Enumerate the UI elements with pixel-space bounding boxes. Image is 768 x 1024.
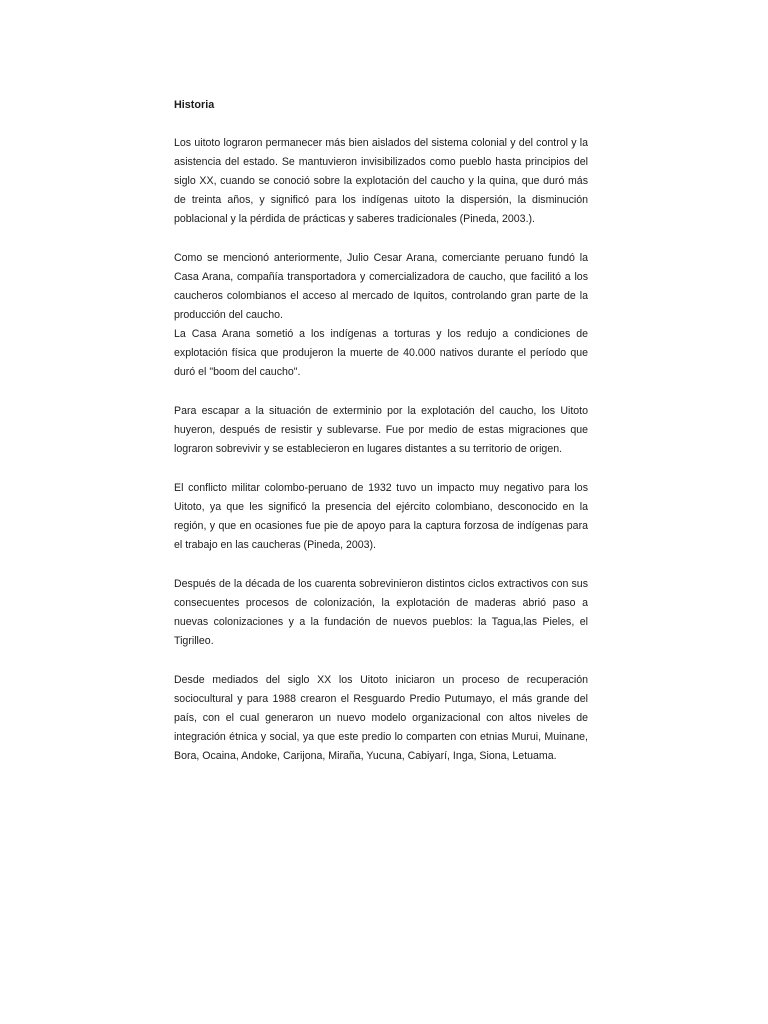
document-body <box>174 96 588 786</box>
paragraph-conflicto: El conflicto militar colombo-peruano de 1932 tuvo un impacto muy negativo para los Uitoto, ya que les significó la presencia del ejército colombiano, desconocido en la región, y que en ocasiones fue pie de apoyo para la captura forzosa de indígenas para el trabajo en las caucheras (Pineda, 2003). <box>174 482 588 551</box>
paragraph-resguardo: Desde mediados del siglo XX los Uitoto iniciaron un proceso de recuperación sociocultural y para 1988 crearon el Resguardo Predio Putumayo, el más grande del país, con el cual generaron un nuevo modelo organizacional con altos niveles de integración étnica y social, ya que este predio lo comparten con etnias Murui, Muinane, Bora, Ocaina, Andoke, Carijona, Miraña, Yucuna, Cabiyarí, Inga, Siona, Letuama. <box>174 674 588 762</box>
paragraph-migraciones: Para escapar a la situación de exterminio por la explotación del caucho, los Uitoto huyeron, después de resistir y sublevarse. Fue por medio de estas migraciones que lograron sobrevivir y se establecieron en lugares distantes a su territorio de origen. <box>174 405 588 455</box>
paragraph-casa-arana: Como se mencionó anteriormente, Julio Cesar Arana, comerciante peruano fundó la Casa Arana, compañía transportadora y comercializadora de caucho, que facilitó a los caucheros colombianos el acceso al mercado de Iquitos, controlando gran parte de la producción del caucho. <box>174 252 588 321</box>
paragraph-intro: Los uitoto lograron permanecer más bien aislados del sistema colonial y del control y la asistencia del estado. Se mantuvieron invisibilizados como pueblo hasta principios del siglo XX, cuando se conoció sobre la explotación del caucho y la quina, que duró más de treinta años, y significó para los indígenas uitoto la dispersión, la disminución poblacional y la pérdida de prácticas y saberes tradicionales (Pineda, 2003.). <box>174 137 588 225</box>
paragraph-torturas: La Casa Arana sometió a los indígenas a torturas y los redujo a condiciones de explotación física que produjeron la muerte de 40.000 nativos durante el período que duró el "boom del caucho". <box>174 328 588 378</box>
paragraph-ciclos-extractivos: Después de la década de los cuarenta sobrevinieron distintos ciclos extractivos con sus consecuentes procesos de colonización, la explotación de maderas abrió paso a nuevas colonizaciones y a la fundación de nuevos pueblos: la Tagua,las Pieles, el Tigrilleo. <box>174 578 588 647</box>
section-heading: Historia <box>174 99 215 111</box>
